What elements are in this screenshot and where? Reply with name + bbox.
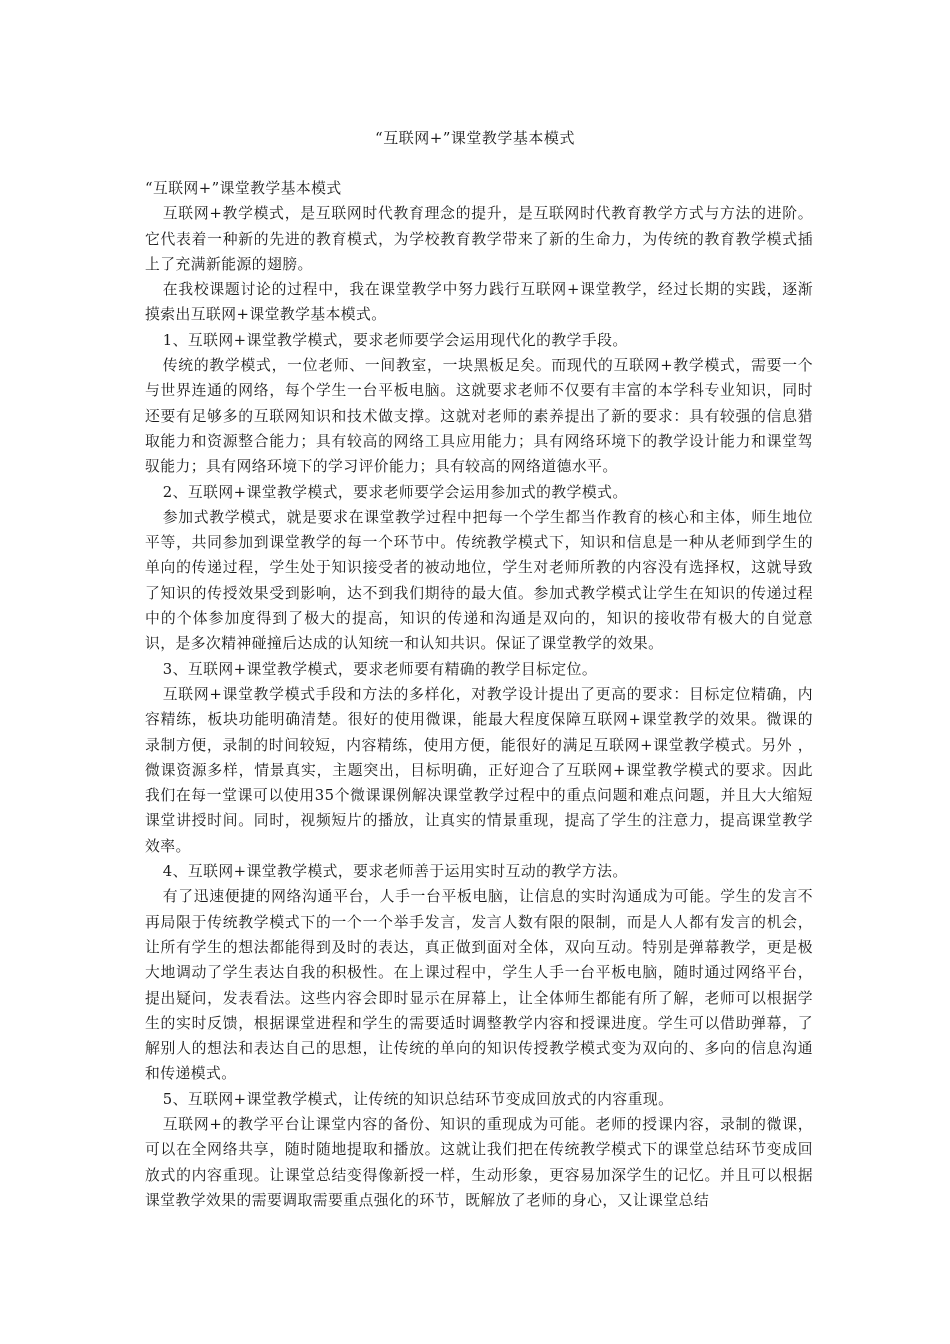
document-body (145, 176, 813, 1213)
paragraph-background: 在我校课题讨论的过程中，我在课堂教学中努力践行互联网+课堂教学，经过长期的实践，逐渐摸索出互联网+课堂教学基本模式。 (145, 281, 813, 324)
section-body-5: 互联网+的教学平台让课堂内容的备份、知识的重现成为可能。老师的授课内容，录制的微课，可以在全网络共享，随时随地提取和播放。这就让我们把在传统教学模式下的课堂总结环节变成回放式的内容重现。让课堂总结变得像新授一样，生动形象，更容易加深学生的记忆。并且可以根据课堂教学效果的需要调取需要重点强化的环节，既解放了老师的身心，又让课堂总结 (145, 1115, 813, 1209)
paragraph-intro: 互联网+教学模式，是互联网时代教育理念的提升，是互联网时代教育教学方式与方法的进阶。它代表着一种新的先进的教育模式，为学校教育教学带来了新的生命力，为传统的教育教学模式插上了充满新能源的翅膀。 (145, 205, 813, 273)
section-heading-4: 4、互联网+课堂教学模式，要求老师善于运用实时互动的教学方法。 (162, 863, 628, 881)
section-body-2: 参加式教学模式，就是要求在课堂教学过程中把每一个学生都当作教育的核心和主体，师生地位平等，共同参加到课堂教学的每一个环节中。传统教学模式下，知识和信息是一种从老师到学生的单向的传递过程，学生处于知识接受者的被动地位，学生对老师所教的内容没有选择权，这就导致了知识的传授效果受到影响，达不到我们期待的最大值。参加式教学模式让学生在知识的传递过程中的个体参加度得到了极大的提高，知识的传递和沟通是双向的，知识的接收带有极大的自觉意识，是多次精神碰撞后达成的认知统一和认知共识。保证了课堂教学的效果。 (145, 508, 813, 653)
section-heading-5: 5、互联网+课堂教学模式，让传统的知识总结环节变成回放式的内容重现。 (162, 1090, 674, 1108)
section-body-3: 互联网+课堂教学模式手段和方法的多样化，对教学设计提出了更高的要求：目标定位精确，内容精练，板块功能明确清楚。很好的使用微课，能最大程度保障互联网+课堂教学的效果。微课的录制方便，录制的时间较短，内容精练，使用方便，能很好的满足互联网+课堂教学模式。另外 ，微课资源多样，情景真实，主题突出，目标明确，正好迎合了互联网+课堂教学模式的要求。因此我们在每一堂课可以使用35个微课课例解决课堂教学过程中的重点问题和难点问题，并且大大缩短课堂讲授时间。同时，视频短片的播放，让真实的情景重现，提高了学生的注意力，提高课堂教学效率。 (145, 685, 813, 855)
section-body-4: 有了迅速便捷的网络沟通平台，人手一台平板电脑，让信息的实时沟通成为可能。学生的发言不再局限于传统教学模式下的一个一个举手发言，发言人数有限的限制，而是人人都有发言的机会，让所有学生的想法都能得到及时的表达，真正做到面对全体，双向互动。特别是弹幕教学，更是极大地调动了学生表达自我的积极性。在上课过程中，学生人手一台平板电脑，随时通过网络平台，提出疑问，发表看法。这些内容会即时显示在屏幕上，让全体师生都能有所了解，老师可以根据学生的实时反馈，根据课堂进程和学生的需要适时调整教学内容和授课进度。学生可以借助弹幕，了解别人的想法和表达自己的思想，让传统的单向的知识传授教学模式变为双向的、多向的信息沟通和传递模式。 (145, 888, 813, 1083)
section-heading-2: 2、互联网+课堂教学模式，要求老师要学会运用参加式的教学模式。 (162, 483, 628, 501)
section-heading-1: 1、互联网+课堂教学模式，要求老师要学会运用现代化的教学手段。 (162, 331, 628, 349)
document-subtitle: “互联网+”课堂教学基本模式 (145, 180, 342, 197)
section-body-1: 传统的教学模式，一位老师、一间教室，一块黑板足矣。而现代的互联网+教学模式，需要一个与世界连通的网络，每个学生一台平板电脑。这就要求老师不仅要有丰富的本学科专业知识，同时还要有足够多的互联网知识和技术做支撑。这就对老师的素养提出了新的要求：具有较强的信息猎取能力和资源整合能力；具有较高的网络工具应用能力；具有网络环境下的教学设计能力和课堂驾驭能力；具有网络环境下的学习评价能力；具有较高的网络道德水平。 (145, 357, 813, 476)
section-heading-3: 3、互联网+课堂教学模式，要求老师要有精确的教学目标定位。 (162, 660, 598, 678)
document-title: “互联网+”课堂教学基本模式 (375, 129, 575, 147)
